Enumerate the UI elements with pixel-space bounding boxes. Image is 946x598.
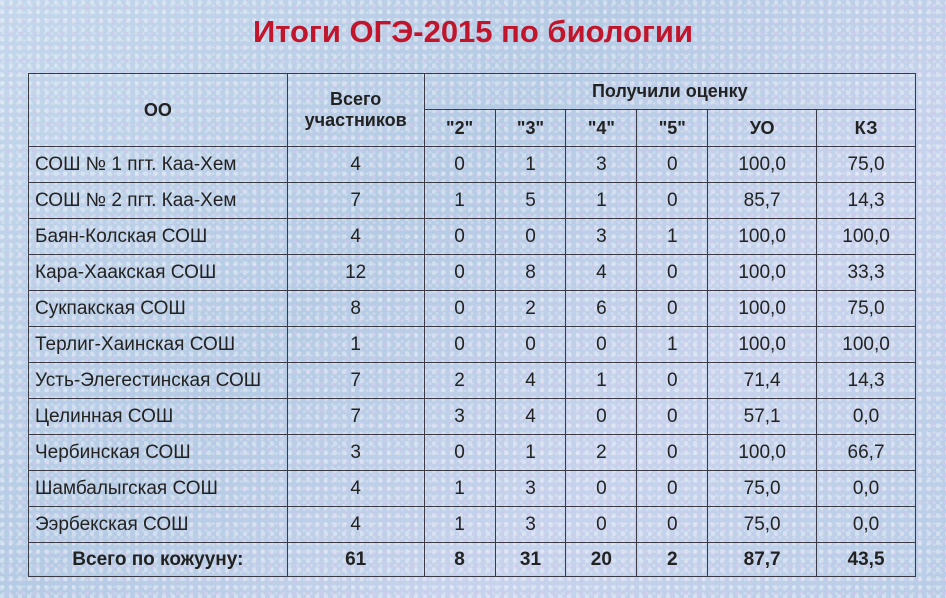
- table-row: [29, 435, 916, 471]
- total-participants: 4: [287, 219, 424, 255]
- totals-total: 61: [287, 543, 424, 577]
- total-participants: 7: [287, 363, 424, 399]
- total-participants: 12: [287, 255, 424, 291]
- table-row: [29, 471, 916, 507]
- total-participants: 7: [287, 183, 424, 219]
- uo-value: 85,7: [708, 183, 817, 219]
- school-name: Кара-Хаакская СОШ: [29, 255, 288, 291]
- kz-value: 14,3: [817, 363, 916, 399]
- total-participants: 8: [287, 291, 424, 327]
- header-total: Всего участников: [287, 74, 424, 147]
- uo-value: 100,0: [708, 255, 817, 291]
- table-row: [29, 363, 916, 399]
- grade-4-count: 3: [566, 147, 637, 183]
- uo-value: 100,0: [708, 147, 817, 183]
- totals-grade-3: 31: [495, 543, 566, 577]
- school-name: СОШ № 2 пгт. Каа-Хем: [29, 183, 288, 219]
- total-participants: 7: [287, 399, 424, 435]
- grade-5-count: 0: [637, 255, 708, 291]
- school-name: Усть-Элегестинская СОШ: [29, 363, 288, 399]
- header-uo: УО: [708, 110, 817, 147]
- grade-3-count: 0: [495, 327, 566, 363]
- grade-5-count: 0: [637, 291, 708, 327]
- header-kz: КЗ: [817, 110, 916, 147]
- uo-value: 75,0: [708, 507, 817, 543]
- grade-4-count: 6: [566, 291, 637, 327]
- grade-3-count: 8: [495, 255, 566, 291]
- grade-5-count: 1: [637, 327, 708, 363]
- header-grade-2: "2": [424, 110, 495, 147]
- grade-4-count: 0: [566, 471, 637, 507]
- kz-value: 0,0: [817, 507, 916, 543]
- grade-5-count: 0: [637, 507, 708, 543]
- table-row: [29, 327, 916, 363]
- grade-4-count: 0: [566, 507, 637, 543]
- school-name: Терлиг-Хаинская СОШ: [29, 327, 288, 363]
- grade-2-count: 3: [424, 399, 495, 435]
- school-name: Сукпакская СОШ: [29, 291, 288, 327]
- results-table: [28, 73, 916, 577]
- kz-value: 100,0: [817, 327, 916, 363]
- grade-2-count: 0: [424, 219, 495, 255]
- grade-4-count: 4: [566, 255, 637, 291]
- grade-2-count: 0: [424, 255, 495, 291]
- school-name: Чербинская СОШ: [29, 435, 288, 471]
- school-name: Целинная СОШ: [29, 399, 288, 435]
- grade-3-count: 2: [495, 291, 566, 327]
- grade-5-count: 0: [637, 399, 708, 435]
- school-name: СОШ № 1 пгт. Каа-Хем: [29, 147, 288, 183]
- school-name: Ээрбекская СОШ: [29, 507, 288, 543]
- kz-value: 100,0: [817, 219, 916, 255]
- grade-3-count: 1: [495, 147, 566, 183]
- kz-value: 14,3: [817, 183, 916, 219]
- totals-label: Всего по кожууну:: [29, 543, 288, 577]
- grade-3-count: 3: [495, 507, 566, 543]
- grade-5-count: 1: [637, 219, 708, 255]
- grade-3-count: 3: [495, 471, 566, 507]
- uo-value: 100,0: [708, 219, 817, 255]
- uo-value: 100,0: [708, 291, 817, 327]
- kz-value: 75,0: [817, 291, 916, 327]
- grade-3-count: 4: [495, 399, 566, 435]
- page-title: Итоги ОГЭ-2015 по биологии: [252, 14, 694, 49]
- kz-value: 0,0: [817, 399, 916, 435]
- table-row: [29, 507, 916, 543]
- uo-value: 75,0: [708, 471, 817, 507]
- header-grade-3: "3": [495, 110, 566, 147]
- uo-value: 71,4: [708, 363, 817, 399]
- total-participants: 4: [287, 147, 424, 183]
- table-row: [29, 219, 916, 255]
- grade-5-count: 0: [637, 183, 708, 219]
- kz-value: 0,0: [817, 471, 916, 507]
- grade-3-count: 1: [495, 435, 566, 471]
- totals-grade-4: 20: [566, 543, 637, 577]
- totals-grade-5: 2: [637, 543, 708, 577]
- grade-3-count: 5: [495, 183, 566, 219]
- table-row: [29, 399, 916, 435]
- school-name: Баян-Колская СОШ: [29, 219, 288, 255]
- grade-3-count: 0: [495, 219, 566, 255]
- grade-4-count: 1: [566, 183, 637, 219]
- kz-value: 66,7: [817, 435, 916, 471]
- uo-value: 100,0: [708, 435, 817, 471]
- grade-2-count: 0: [424, 435, 495, 471]
- totals-grade-2: 8: [424, 543, 495, 577]
- grade-5-count: 0: [637, 147, 708, 183]
- grade-4-count: 0: [566, 327, 637, 363]
- uo-value: 100,0: [708, 327, 817, 363]
- uo-value: 57,1: [708, 399, 817, 435]
- grade-4-count: 0: [566, 399, 637, 435]
- header-oo: ОО: [29, 74, 288, 147]
- totals-row: [29, 543, 916, 577]
- grade-2-count: 1: [424, 507, 495, 543]
- header-grade-5: "5": [637, 110, 708, 147]
- totals-kz: 43,5: [817, 543, 916, 577]
- grade-2-count: 1: [424, 183, 495, 219]
- grade-4-count: 2: [566, 435, 637, 471]
- grade-2-count: 0: [424, 147, 495, 183]
- grade-4-count: 1: [566, 363, 637, 399]
- totals-uo: 87,7: [708, 543, 817, 577]
- grade-2-count: 2: [424, 363, 495, 399]
- total-participants: 4: [287, 507, 424, 543]
- school-name: Шамбалыгская СОШ: [29, 471, 288, 507]
- grade-5-count: 0: [637, 471, 708, 507]
- table-row: [29, 255, 916, 291]
- table-row: [29, 183, 916, 219]
- grade-2-count: 1: [424, 471, 495, 507]
- header-grade-4: "4": [566, 110, 637, 147]
- grade-2-count: 0: [424, 291, 495, 327]
- header-received: Получили оценку: [424, 74, 915, 110]
- kz-value: 33,3: [817, 255, 916, 291]
- grade-5-count: 0: [637, 435, 708, 471]
- kz-value: 75,0: [817, 147, 916, 183]
- table-row: [29, 291, 916, 327]
- total-participants: 1: [287, 327, 424, 363]
- table-row: [29, 147, 916, 183]
- grade-5-count: 0: [637, 363, 708, 399]
- grade-3-count: 4: [495, 363, 566, 399]
- total-participants: 3: [287, 435, 424, 471]
- grade-4-count: 3: [566, 219, 637, 255]
- total-participants: 4: [287, 471, 424, 507]
- grade-2-count: 0: [424, 327, 495, 363]
